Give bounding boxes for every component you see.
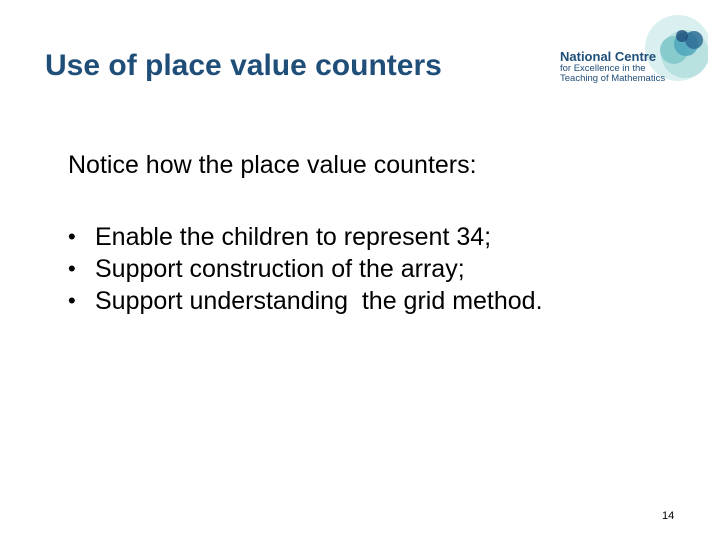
ncetm-logo — [558, 14, 708, 94]
bullet-text: Enable the children to represent 34; — [95, 223, 492, 251]
logo-text — [560, 50, 665, 84]
bullet-text: Support understanding the grid method. — [95, 287, 543, 315]
bullet-dot-icon: • — [68, 224, 76, 249]
logo-line-1: National Centre — [560, 49, 657, 64]
bullet-dot-icon: • — [68, 256, 76, 281]
logo-line-2: for Excellence in the — [560, 62, 646, 74]
bullet-text: Support construction of the array; — [95, 255, 465, 283]
bullet-item — [68, 254, 543, 286]
page-number: 14 — [662, 510, 675, 522]
bullet-list — [68, 222, 543, 318]
slide-title: Use of place value counters — [45, 49, 442, 82]
logo-line-3: Teaching of Mathematics — [560, 72, 666, 84]
bullet-item — [68, 222, 543, 254]
intro-text: Notice how the place value counters: — [68, 151, 477, 179]
bullet-item — [68, 286, 543, 318]
bullet-dot-icon: • — [68, 288, 76, 313]
